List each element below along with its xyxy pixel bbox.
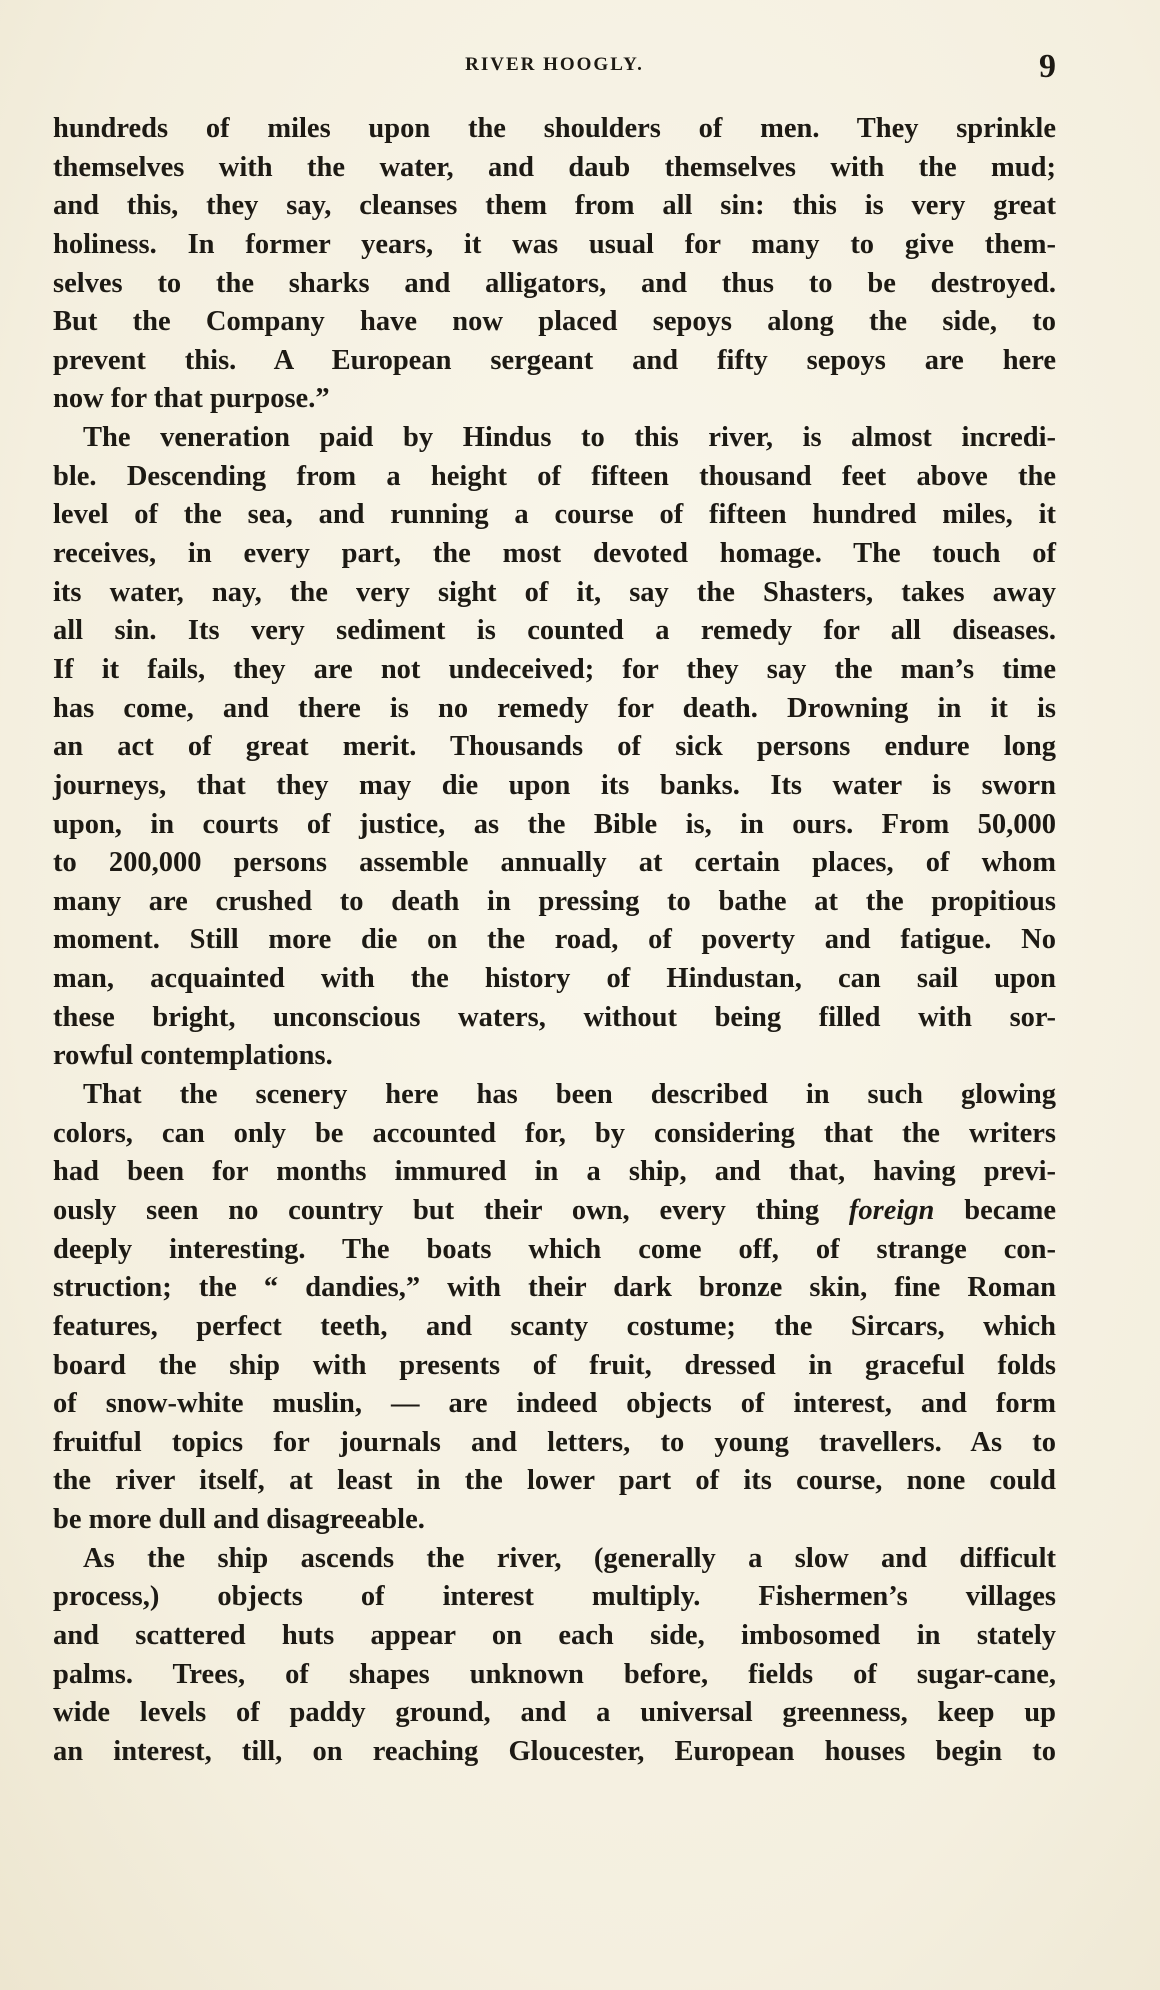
text-line: hundreds of miles upon the shoulders of men. They sprinkle	[53, 113, 1056, 144]
text-line: all sin. Its very sediment is counted a remedy for all diseases.	[53, 615, 1056, 647]
text-line: If it fails, they are not undeceived; for they say the man’s time	[53, 653, 1056, 685]
text-line: level of the sea, and running a course of fifteen hundred miles, it	[53, 499, 1056, 531]
running-head	[53, 48, 1056, 92]
text-line: and this, they say, cleanses them from all sin: this is very great	[53, 190, 1056, 222]
text-span: ously seen no country but their own, every thing	[53, 1194, 820, 1226]
text-line	[53, 1192, 1056, 1231]
text-line: man, acquainted with the history of Hindustan, can sail upon	[53, 963, 1056, 995]
text-line: colors, can only be accounted for, by considering that the writers	[53, 1117, 1056, 1149]
text-line: moment. Still more die on the road, of poverty and fatigue. No	[53, 924, 1056, 956]
text-line: journeys, that they may die upon its banks. Its water is sworn	[53, 769, 1056, 801]
text-line: selves to the sharks and alligators, and thus to be destroyed.	[53, 267, 1056, 299]
text-line: receives, in every part, the most devoted homage. The touch of	[53, 538, 1056, 570]
page-number: 9	[1039, 48, 1056, 85]
text-line: features, perfect teeth, and scanty costume; the Sircars, which	[53, 1310, 1056, 1342]
text-line: of snow-white muslin, — are indeed objects of interest, and form	[53, 1388, 1056, 1420]
text-line: be more dull and disagreeable.	[53, 1504, 425, 1536]
text-line: fruitful topics for journals and letters, to young travellers. As to	[53, 1426, 1056, 1458]
text-line: an act of great merit. Thousands of sick persons endure long	[53, 731, 1056, 763]
text-line: these bright, unconscious waters, without being filled with sor-	[53, 1001, 1056, 1033]
text-line: many are crushed to death in pressing to bathe at the propitious	[53, 885, 1056, 917]
italic-word: foreign	[848, 1194, 935, 1226]
text-line: struction; the “ dandies,” with their dark bronze skin, fine Roman	[53, 1272, 1056, 1304]
text-line: and scattered huts appear on each side, imbosomed in stately	[53, 1619, 1056, 1651]
text-line: process,) objects of interest multiply. Fishermen’s villages	[53, 1581, 1056, 1613]
text-line: As the ship ascends the river, (generally a slow and difficult	[83, 1542, 1056, 1574]
text-line: holiness. In former years, it was usual for many to give them-	[53, 228, 1056, 260]
text-line: rowful contemplations.	[53, 1040, 333, 1072]
text-line: has come, and there is no remedy for death. Drowning in it is	[53, 692, 1056, 724]
text-line: upon, in courts of justice, as the Bible is, in ours. From 50,000	[53, 808, 1056, 840]
text-line: its water, nay, the very sight of it, say the Shasters, takes away	[53, 576, 1056, 608]
body-text	[53, 110, 1056, 1772]
text-line: palms. Trees, of shapes unknown before, fields of sugar-cane,	[53, 1658, 1056, 1690]
text-line: ble. Descending from a height of fifteen thousand feet above the	[53, 460, 1056, 492]
text-line: board the ship with presents of fruit, dressed in graceful folds	[53, 1349, 1056, 1381]
text-line: themselves with the water, and daub themselves with the mud;	[53, 151, 1056, 183]
text-span: became	[964, 1194, 1057, 1226]
text-line: an interest, till, on reaching Gloucester, European houses begin to	[53, 1735, 1056, 1767]
running-title: RIVER HOOGLY.	[465, 54, 644, 75]
text-line: wide levels of paddy ground, and a universal greenness, keep up	[53, 1697, 1056, 1729]
text-line: had been for months immured in a ship, and that, having previ-	[53, 1156, 1056, 1188]
text-line: prevent this. A European sergeant and fifty sepoys are here	[53, 344, 1056, 376]
text-line: to 200,000 persons assemble annually at certain places, of whom	[53, 847, 1056, 879]
text-line: That the scenery here has been described in such glowing	[83, 1079, 1056, 1111]
text-line: now for that purpose.”	[53, 383, 330, 415]
text-line: the river itself, at least in the lower part of its course, none could	[53, 1465, 1056, 1497]
text-line: But the Company have now placed sepoys along the side, to	[53, 306, 1056, 338]
text-line: The veneration paid by Hindus to this river, is almost incredi-	[83, 422, 1056, 454]
text-line: deeply interesting. The boats which come off, of strange con-	[53, 1233, 1056, 1265]
